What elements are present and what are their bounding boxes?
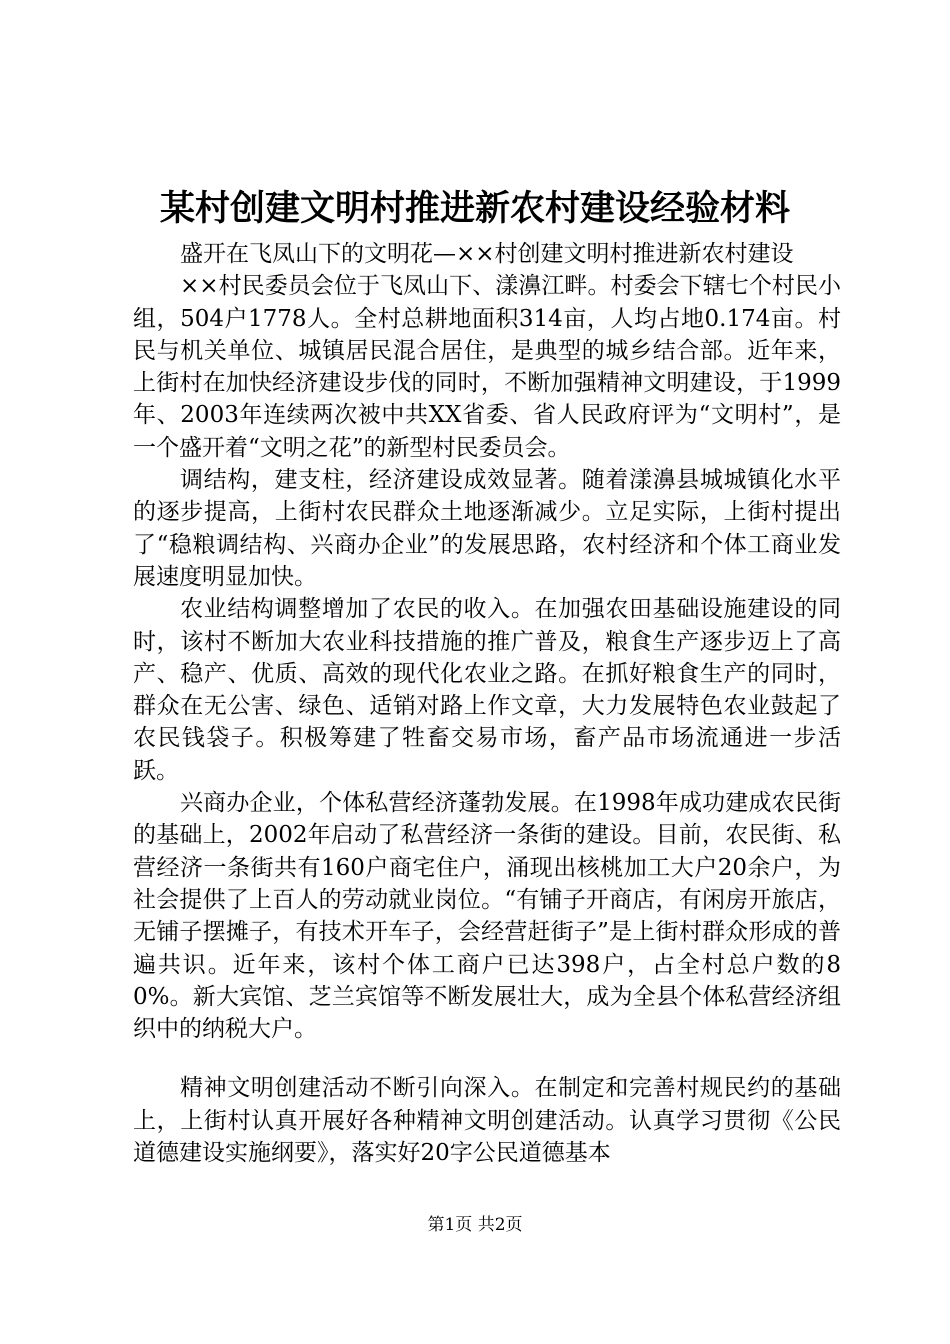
page-number-footer: 第1页 共2页 — [427, 1215, 523, 1235]
economy-structure-paragraph: 调结构，建支柱，经济建设成效显著。随着漾濞县城城镇化水平的逐步提高，上街村农民群众土地逐渐减少。立足实际，上街村提出了“稳粮调结构、兴商办企业”的发展思路，农村经济和个体工商业发展速度明显加快。 — [133, 467, 841, 590]
village-intro-paragraph: ××村民委员会位于飞凤山下、漾濞江畔。村委会下辖七个村民小组，504户1778人。全村总耕地面积314亩，人均占地0.174亩。村民与机关单位、城镇居民混合居住，是典型的城乡结合部。近年来，上街村在加快经济建设步伐的同时，不断加强精神文明建设，于1999年、2003年连续两次被中共XX省委、省人民政府评为“文明村”，是一个盛开着“文明之花”的新型村民委员会。 — [133, 273, 841, 461]
subtitle-paragraph: 盛开在飞凤山下的文明花—××村创建文明村推进新农村建设 — [180, 241, 794, 267]
paragraph-spacer — [133, 1045, 841, 1072]
civilization-paragraph: 精神文明创建活动不断引向深入。在制定和完善村规民约的基础上，上街村认真开展好各种精神文明创建活动。认真学习贯彻《公民道德建设实施纲要》，落实好20字公民道德基本 — [133, 1075, 841, 1167]
business-paragraph: 兴商办企业，个体私营经济蓬勃发展。在1998年成功建成农民街的基础上，2002年启动了私营经济一条街的建设。目前，农民街、私营经济一条街共有160户商宅住户，涌现出核桃加工大户20余户，为社会提供了上百人的劳动就业岗位。“有铺子开商店，有闲房开旅店，无铺子摆摊子，有技术开车子，会经营赶街子”是上街村群众形成的普遍共识。近年来，该村个体工商户已达398户，占全村总户数的80%。新大宾馆、芝兰宾馆等不断发展壮大，成为全县个体私营经济组织中的纳税大户。 — [133, 790, 841, 1043]
document-title: 某村创建文明村推进新农村建设经验材料 — [159, 188, 790, 229]
document-body — [133, 238, 841, 1169]
agriculture-paragraph: 农业结构调整增加了农民的收入。在加强农田基础设施建设的同时，该村不断加大农业科技措施的推广普及，粮食生产逐步迈上了高产、稳产、优质、高效的现代化农业之路。在抓好粮食生产的同时，群众在无公害、绿色、适销对路上作文章，大力发展特色农业鼓起了农民钱袋子。积极筹建了牲畜交易市场，畜产品市场流通进一步活跃。 — [133, 596, 841, 784]
